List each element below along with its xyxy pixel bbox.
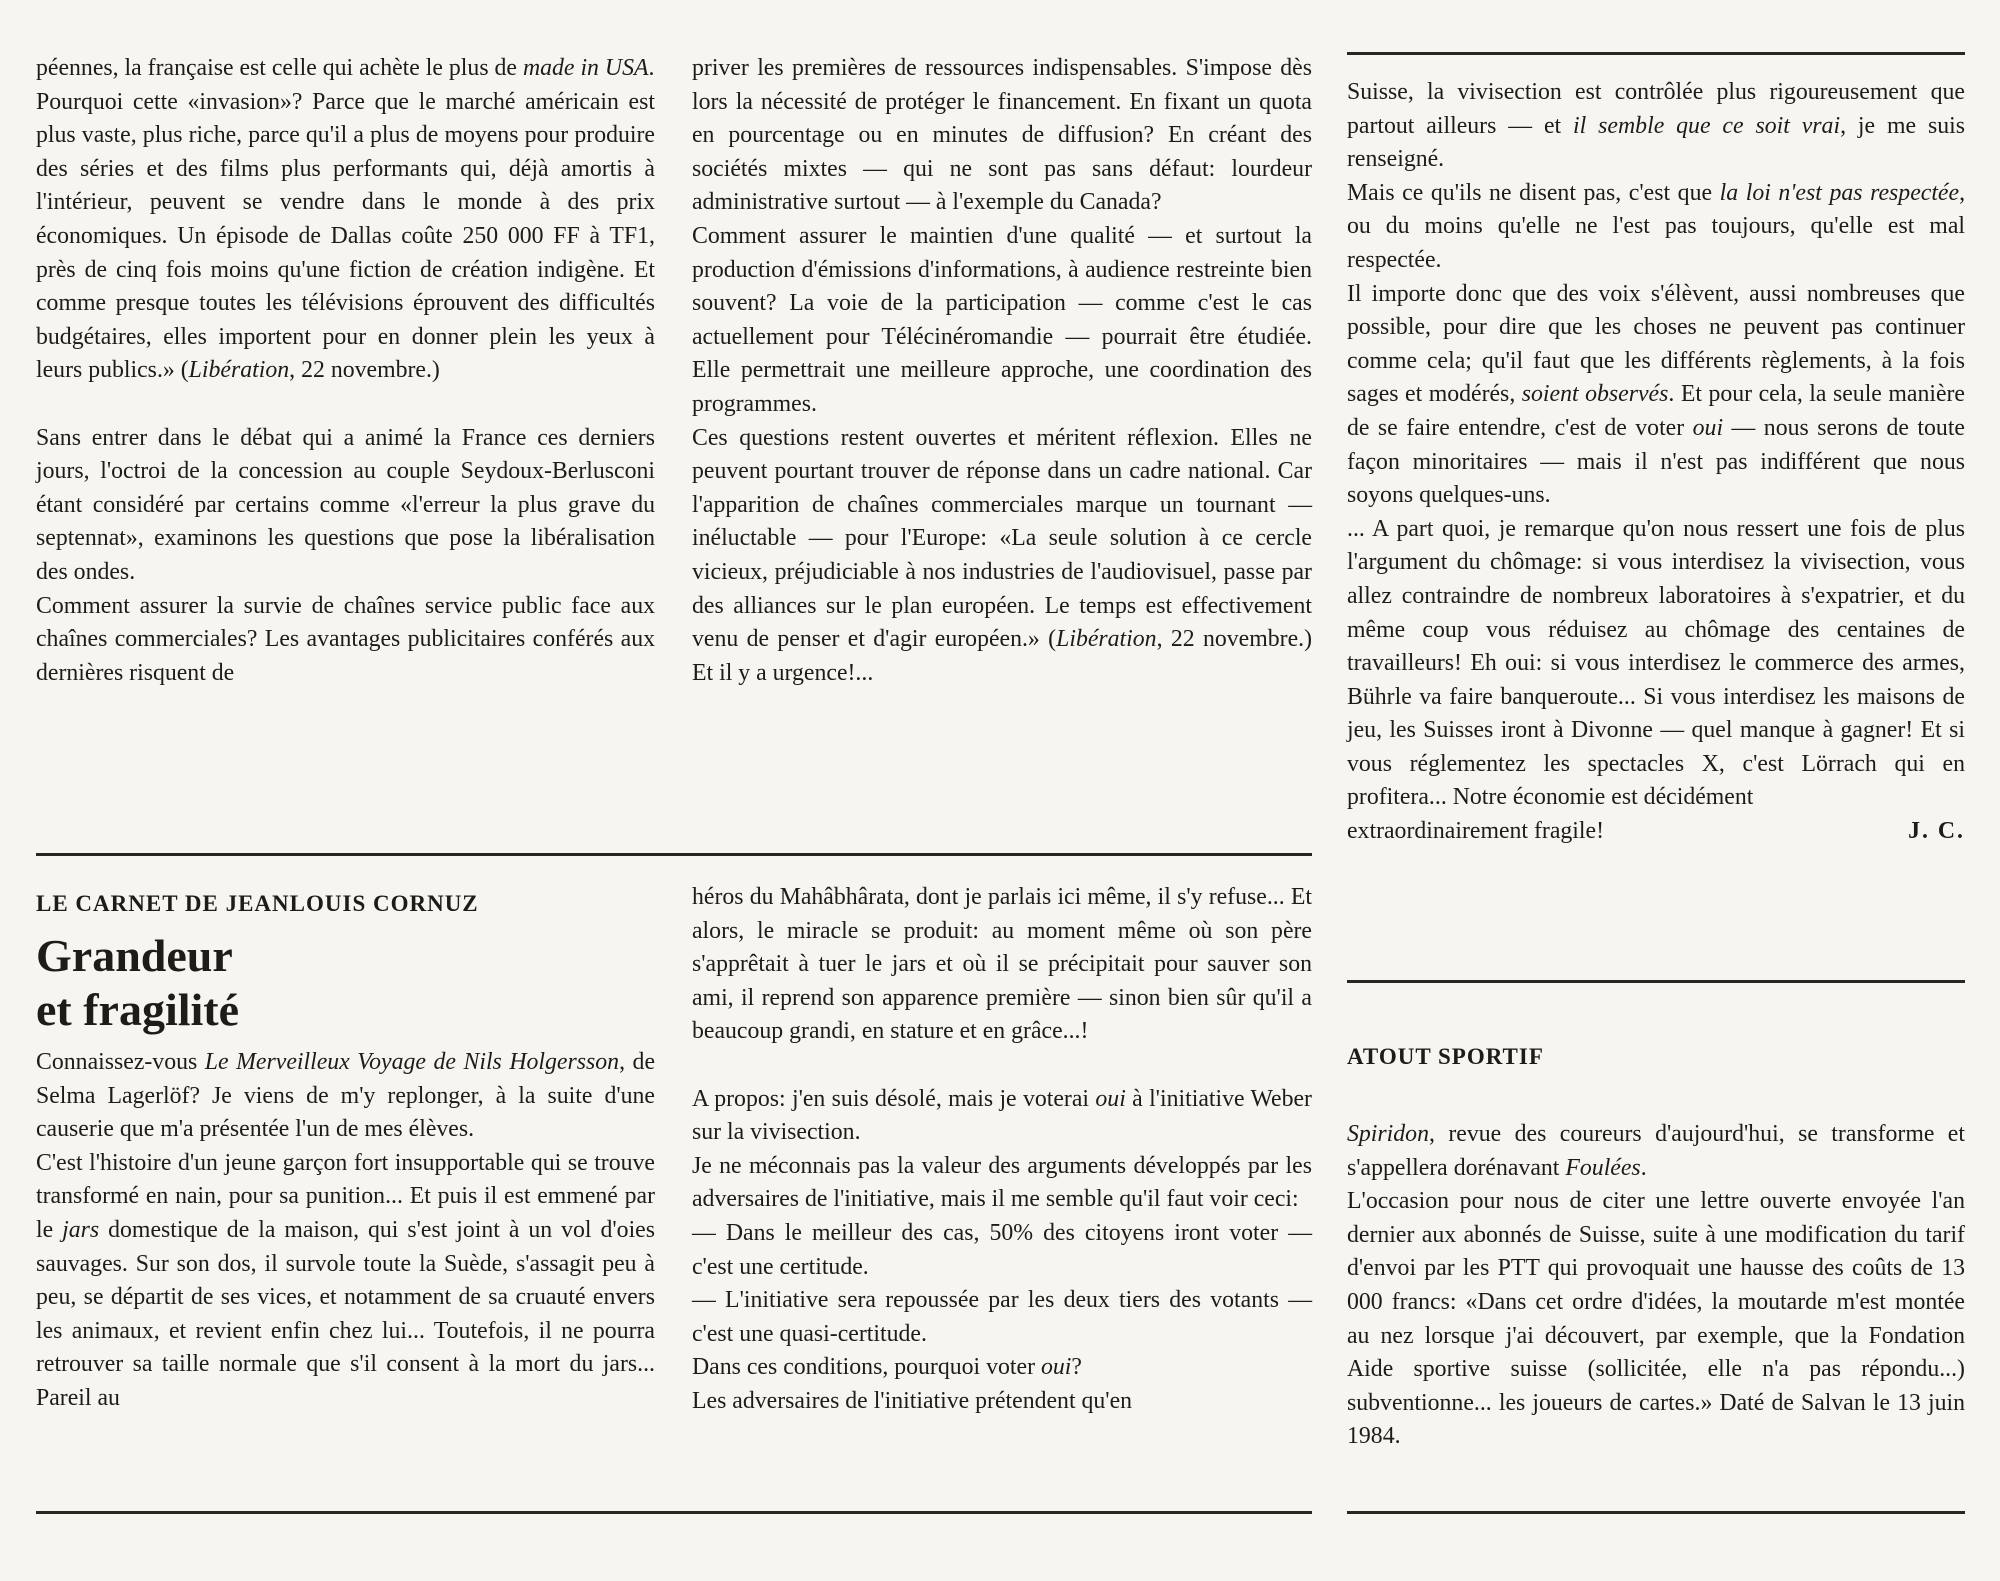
column-rule-right-mid (1347, 980, 1965, 983)
paragraph: — Dans le meilleur des cas, 50% des citoyens iront voter — c'est une certitude. (692, 1219, 1312, 1280)
paragraph: Ces questions restent ouvertes et méritent réflexion. Elles ne peuvent pourtant trouver de réponse dans un cadre national. Car l'apparition de chaînes commerciales marque un tournant — inéluctable — pour l'Europe: «La seule solution à ce cercle vicieux, préjudiciable à nos industries de l'audiovisuel, passe par des alliances sur le plan européen. Le temps est effectivement venu de penser et d'agir européen.» (Libération, 22 novembre.) Et il y a urgence!... (692, 424, 1313, 686)
bottom-rule-right (1347, 1511, 1965, 1514)
paragraph: extraordinairement fragile! (1347, 818, 1605, 845)
paragraph: Comment assurer la survie de chaînes service public face aux chaînes commerciales? Les avantages publicitaires conférés aux dernières risquent de (36, 592, 655, 686)
paragraph: Dans ces conditions, pourquoi voter oui? (692, 1354, 1082, 1381)
carnet-column-2 (692, 881, 1312, 1419)
paragraph: Je ne méconnais pas la valeur des arguments développés par les adversaires de l'initiative, mais il me semble qu'il faut voir ceci: (692, 1152, 1312, 1213)
paragraph: Comment assurer le maintien d'une qualité — et surtout la production d'émissions d'informations, à audience restreinte bien souvent? La voie de la participation — comme c'est le cas actuellement pour Télécinéromandie — pourrait être étudiée. Elle permettrait une meilleure approche, une coordination des programmes. (692, 222, 1312, 417)
carnet-column-1 (36, 1046, 655, 1416)
headline (36, 929, 239, 1037)
paragraph: priver les premières de ressources indispensables. S'impose dès lors la nécessité de protéger le financement. En fixant un quota en pourcentage ou en minutes de diffusion? En créant des sociétés mixtes — qui ne sont pas sans défaut: lourdeur administrative surtout — à l'exemple du Canada? (692, 55, 1312, 216)
author-signature: J. C. (1908, 818, 1965, 845)
paragraph: L'occasion pour nous de citer une lettre ouverte envoyée l'an dernier aux abonnés de Suisse, suite à une modification du tarif d'envoi par les PTT qui provoquait une hausse des coûts de 13 000 francs: «Dans cet ordre d'idées, la moutarde m'est montée au nez lorsque j'ai découvert, par exemple, que la Fondation Aide sportive suisse (sollicitée, elle n'a pas répondu...) subventionne... les joueurs de cartes.» Daté de Salvan le 13 juin 1984. (1347, 1188, 1965, 1450)
headline-line: et fragilité (36, 984, 240, 1035)
top-column-2 (692, 52, 1312, 690)
paragraph: C'est l'histoire d'un jeune garçon fort insupportable qui se trouve transformé en nain, pour sa punition... Et puis il est emmené par le jars domestique de la maison, qui s'est joint à un vol d'oies sauvages. Sur son dos, il survole toute la Suède, s'assagit peu à peu, se départit de ses vices, et notamment de sa cruauté envers les animaux, et revient enfin chez lui... Toutefois, il ne pourra retrouver sa taille normale que s'il consent à la mort du jars... Pareil au (36, 1149, 656, 1411)
paragraph: Sans entrer dans le débat qui a animé la France ces derniers jours, l'octroi de la concession au couple Seydoux-Berlusconi étant considéré par certains comme «l'erreur la plus grave du septennat», examinons les questions que pose la libéralisation des ondes. (36, 424, 655, 585)
paragraph: A propos: j'en suis désolé, mais je voterai oui à l'initiative Weber sur la vivisection. (692, 1085, 1312, 1146)
headline-line: Grandeur (36, 930, 233, 981)
section-kicker-atout: ATOUT SPORTIF (1347, 1044, 1544, 1069)
signature-line (1347, 815, 1965, 849)
paragraph: Spiridon, revue des coureurs d'aujourd'hui, se transforme et s'appellera dorénavant Foulées. (1347, 1121, 1965, 1181)
bottom-rule-left (36, 1511, 1312, 1514)
paragraph: Il importe donc que des voix s'élèvent, aussi nombreuses que possible, pour dire que les choses ne peuvent pas continuer comme cela; qu'il faut que les différents règlements, à la fois sages et modérés, soient observés. Et pour cela, la seule manière de se faire entendre, c'est de voter oui — nous serons de toute façon minoritaires — mais il n'est pas indifférent que nous soyons quelques-uns. (1347, 280, 1965, 509)
section-divider (36, 853, 1312, 856)
section-kicker: LE CARNET DE JEANLOUIS CORNUZ (36, 891, 479, 916)
paragraph: Suisse, la vivisection est contrôlée plus rigoureusement que partout ailleurs — et il semble que ce soit vrai, je me suis renseigné. (1347, 79, 1966, 173)
paragraph: héros du Mahâbhârata, dont je parlais ici même, il s'y refuse... Et alors, le miracle se produit: au moment même où son père s'apprêtait à tuer le jars et où il se précipitait pour sauver son ami, il reprend son apparence première — sinon bien sûr qu'il a beaucoup grandi, en stature et en grâce...! (692, 884, 1312, 1045)
atout-column (1347, 1118, 1965, 1454)
carnet-column-3 (1347, 76, 1965, 849)
column-rule-top-right (1347, 52, 1965, 55)
paragraph: Mais ce qu'ils ne disent pas, c'est que la loi n'est pas respectée, ou du moins qu'elle ne l'est pas toujours, qu'elle est mal respectée. (1347, 179, 1966, 273)
paragraph: ... A part quoi, je remarque qu'on nous ressert une fois de plus l'argument du chômage: si vous interdisez la vivisection, vous allez contraindre de nombreux laboratoires à s'expatrier, et du même coup vous réduisez au chômage des centaines de travailleurs! Eh oui: si vous interdisez le commerce des armes, Bührle va faire banqueroute... Si vous interdisez les maisons de jeu, les Suisses iront à Divonne — quel manque à gagner! Et si vous réglementez les spectacles X, c'est Lörrach qui en profitera... Notre économie est décidément (1347, 515, 1965, 811)
paragraph: — L'initiative sera repoussée par les deux tiers des votants — c'est une quasi-certitude. (692, 1287, 1312, 1347)
paragraph: péennes, la française est celle qui achète le plus de made in USA. (36, 55, 655, 81)
paragraph: Pourquoi cette «invasion»? Parce que le marché américain est plus vaste, plus riche, parce qu'il a plus de moyens pour produire des séries et des films plus performants qui, déjà amortis à l'intérieur, peuvent se vendre dans le monde à des prix économiques. Un épisode de Dallas coûte 250 000 FF à TF1, près de cinq fois moins qu'une fiction de création indigène. Et comme presque toutes les télévisions éprouvent des difficultés budgétaires, elles importent pour en donner plein les yeux à leurs publics.» (Libération, 22 novembre.) (36, 88, 655, 384)
paragraph: Connaissez-vous Le Merveilleux Voyage de Nils Holgersson, de Selma Lagerlöf? Je viens de m'y replonger, à la suite d'une causerie que m'a présentée l'un de mes élèves. (36, 1049, 656, 1143)
paragraph: Les adversaires de l'initiative prétendent qu'en (692, 1387, 1133, 1414)
top-column-1 (36, 52, 655, 690)
